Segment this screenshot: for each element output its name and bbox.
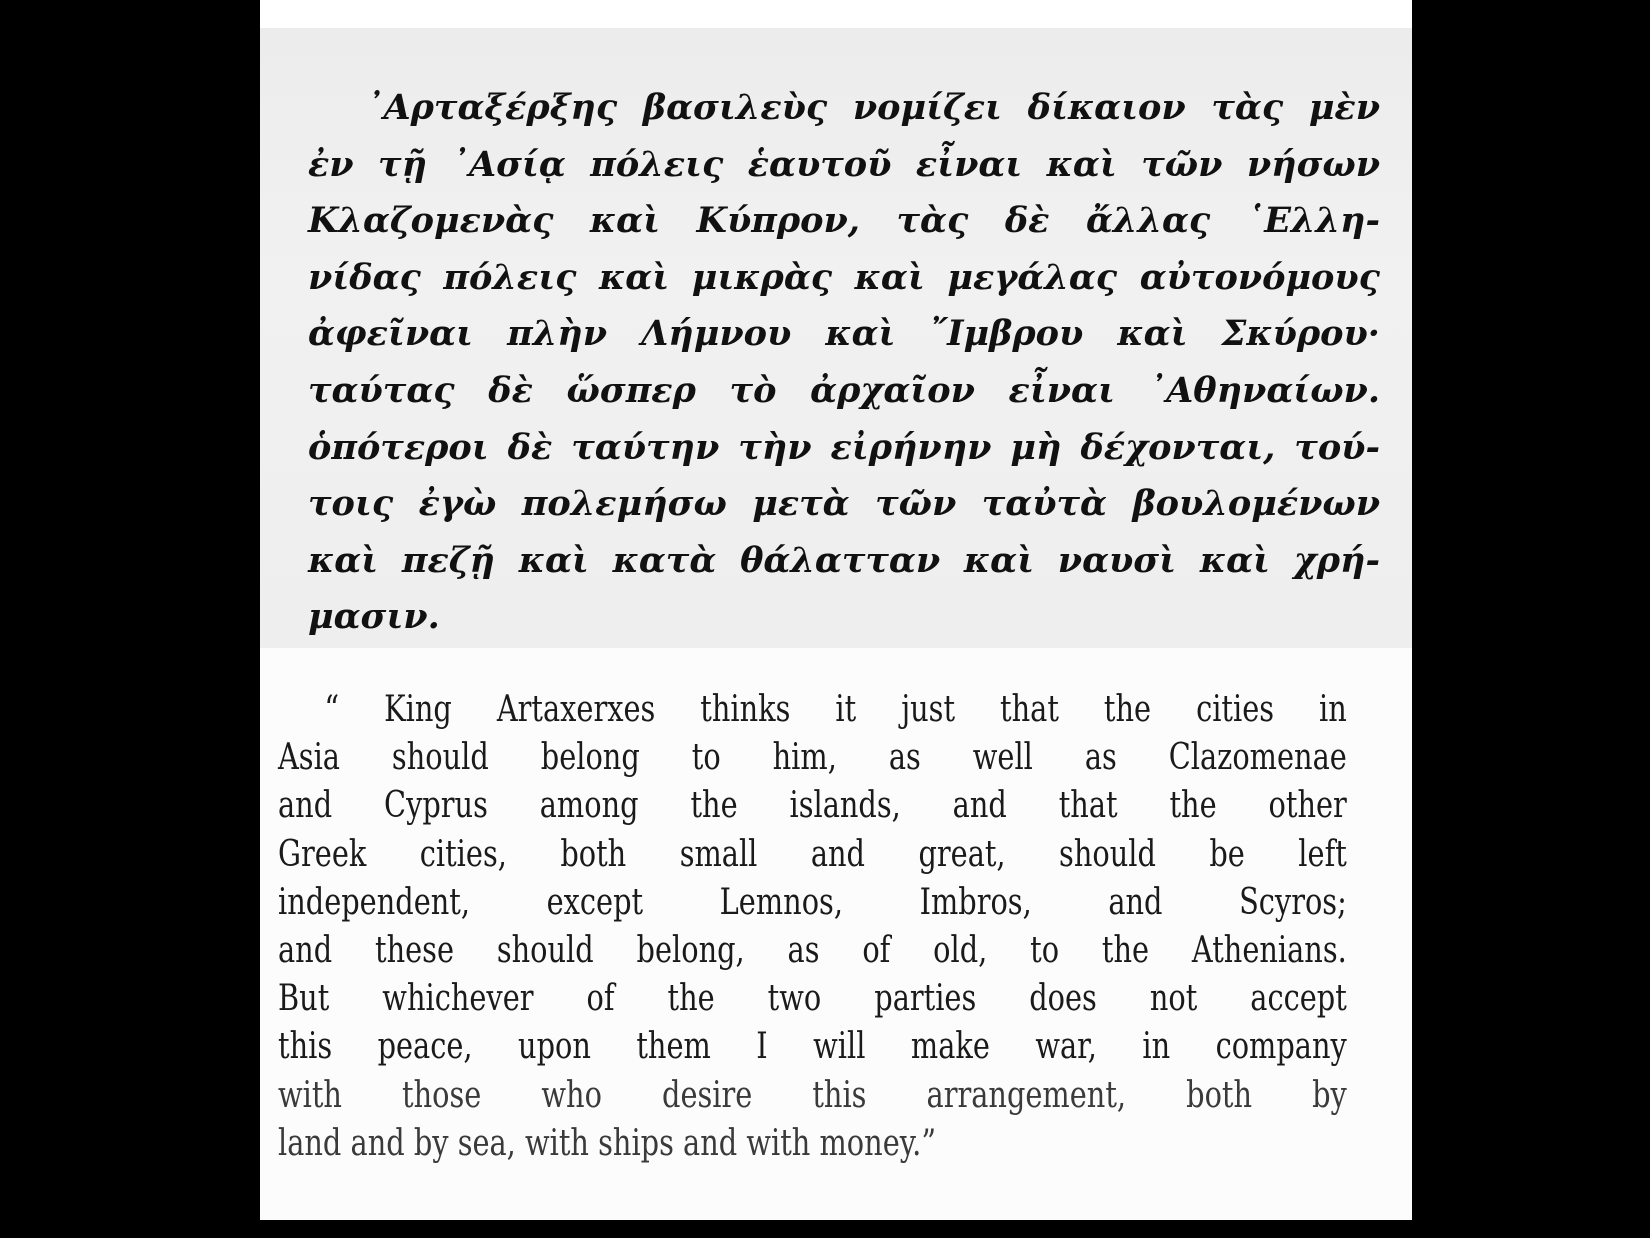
greek-passage xyxy=(308,80,1380,646)
greek-line: ὁπότεροι δὲ ταύτην τὴν εἰρήνην μὴ δέχονται, τού- xyxy=(308,426,1380,468)
greek-line: μασιν. xyxy=(308,596,440,638)
english-line: with those who desire this arrangement, both by xyxy=(278,1074,1347,1116)
document-page xyxy=(260,0,1412,1220)
english-line: But whichever of the two parties does not accept xyxy=(278,978,1347,1020)
english-line: independent, except Lemnos, Imbros, and Scyros; xyxy=(278,881,1347,923)
greek-line: τοις ἐγὼ πολεμήσω μετὰ τῶν ταὐτὰ βουλομένων xyxy=(308,483,1380,525)
greek-line: ταύτας δὲ ὥσπερ τὸ ἀρχαῖον εἶναι ᾿Αθηναίων. xyxy=(308,369,1380,411)
english-line: Asia should belong to him, as well as Clazomenae xyxy=(278,737,1347,779)
english-line: land and by sea, with ships and with money.” xyxy=(278,1122,937,1164)
english-line: “ King Artaxerxes thinks it just that the cities in xyxy=(324,689,1347,730)
greek-line: ἀφεῖναι πλὴν Λήμνου καὶ ῎Ιμβρου καὶ Σκύρου· xyxy=(308,313,1380,355)
english-translation xyxy=(278,686,1347,1168)
greek-line: καὶ πεζῇ καὶ κατὰ θάλατταν καὶ ναυσὶ καὶ χρή- xyxy=(308,539,1380,581)
greek-line: Κλαζομενὰς καὶ Κύπρον, τὰς δὲ ἄλλας ῾Ελλη- xyxy=(308,200,1380,242)
greek-line: νίδας πόλεις καὶ μικρὰς καὶ μεγάλας αὐτονόμους xyxy=(308,256,1380,298)
greek-line: ᾿Αρταξέρξης βασιλεὺς νομίζει δίκαιον τὰς μὲν xyxy=(366,87,1380,128)
greek-line: ἐν τῇ ᾿Ασίᾳ πόλεις ἑαυτοῦ εἶναι καὶ τῶν νήσων xyxy=(308,143,1380,185)
english-line: this peace, upon them I will make war, in company xyxy=(278,1026,1347,1068)
english-line: and these should belong, as of old, to the Athenians. xyxy=(278,930,1347,972)
english-line: and Cyprus among the islands, and that the other xyxy=(278,785,1347,827)
english-line: Greek cities, both small and great, should be left xyxy=(278,833,1347,875)
